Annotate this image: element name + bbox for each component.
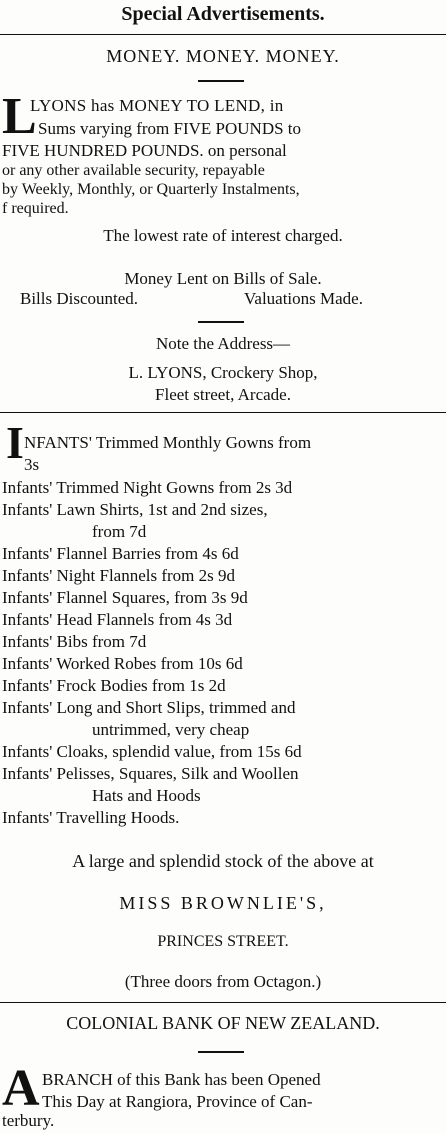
section-rule [0,412,446,413]
address-line-2: Fleet street, Arcade. [155,385,291,404]
money-drop-cap: L [2,88,37,145]
services-dash [198,321,244,323]
bank-line: BRANCH of this Bank has been Opened [42,1070,321,1089]
infants-line: 3s [24,455,40,474]
headline-dash [198,80,244,82]
infants-line: Infants' Worked Robes from 10s 6d [2,654,243,673]
infants-line: Infants' Bibs from 7d [2,632,147,651]
infants-line: Infants' Travelling Hoods. [2,808,180,827]
money-body-line: LYONS has MONEY TO LEND, in [30,96,284,115]
stock-line: A large and splendid stock of the above at [72,851,374,871]
bank-dash [198,1051,244,1053]
money-body-line: or any other available security, repayable [2,162,265,179]
interest-note: The lowest rate of interest charged. [103,226,343,245]
header-rule [0,34,446,35]
money-body-line: FIVE HUNDRED POUNDS. on personal [2,141,287,160]
shop-name: MISS BROWNLIE'S, [119,893,327,913]
address-note: Note the Address— [155,334,291,353]
infants-line: Infants' Head Flannels from 4s 3d [2,610,233,629]
section-title: Special Advertisements. [121,3,325,25]
money-headline: MONEY. MONEY. MONEY. [106,46,340,66]
infants-line: Infants' Flannel Squares, from 3s 9d [2,588,248,607]
infants-line: Infants' Night Flannels from 2s 9d [2,566,236,585]
infants-line: NFANTS' Trimmed Monthly Gowns from [24,433,312,452]
infants-line: Infants' Trimmed Night Gowns from 2s 3d [2,478,293,497]
bank-headline: COLONIAL BANK OF NEW ZEALAND. [66,1013,380,1033]
bank-line: This Day at Rangiora, Province of Can- [42,1092,313,1111]
money-body-line: by Weekly, Monthly, or Quarterly Instalments, [2,181,300,198]
infants-line: Infants' Lawn Shirts, 1st and 2nd sizes, [2,500,268,519]
infants-line: from 7d [92,522,147,541]
bank-drop-cap: A [2,1060,40,1117]
infants-line: Infants' Flannel Barries from 4s 6d [2,544,239,563]
money-body-line: f required. [2,200,69,217]
bills-discounted: Bills Discounted. [20,289,139,308]
bank-line: terbury. [2,1111,55,1130]
infants-line: Infants' Frock Bodies from 1s 2d [2,676,226,695]
shop-street: PRINCES STREET. [157,933,289,950]
infants-drop-cap: I [6,417,24,468]
shop-directions: (Three doors from Octagon.) [124,972,322,991]
infants-line: Infants' Long and Short Slips, trimmed and [2,698,296,717]
valuations-made: Valuations Made. [244,289,363,308]
infants-line: untrimmed, very cheap [92,720,250,739]
infants-line: Infants' Pelisses, Squares, Silk and Woollen [2,764,299,783]
section-rule [0,1002,446,1003]
infants-line: Infants' Cloaks, splendid value, from 15s 6d [2,742,302,761]
address-line-1: L. LYONS, Crockery Shop, [128,363,318,382]
money-body-line: Sums varying from FIVE POUNDS to [38,119,302,138]
infants-line: Hats and Hoods [92,786,201,805]
bills-of-sale: Money Lent on Bills of Sale. [124,269,322,288]
